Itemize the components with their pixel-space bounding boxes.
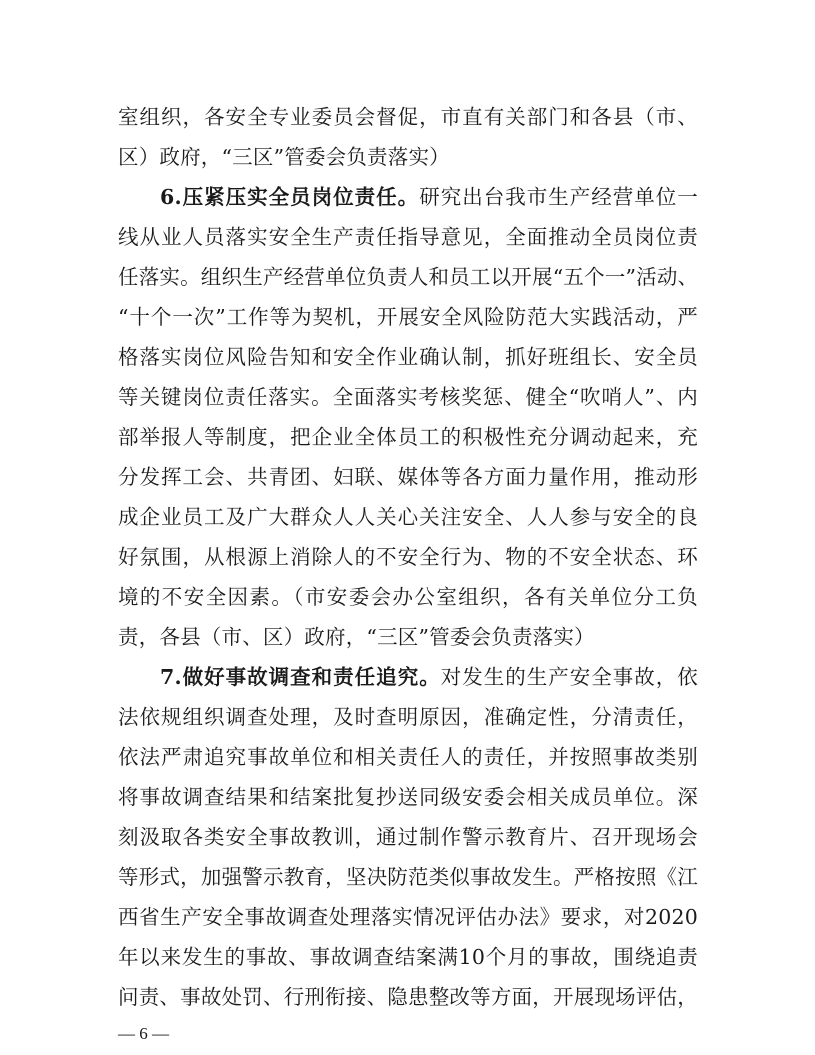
text-line-7: 格落实岗位风险告知和安全作业确认制，抓好班组长、安全员	[118, 345, 698, 369]
text-line-8: 等关键岗位责任落实。全面落实考核奖惩、健全“吹哨人”、内	[118, 385, 698, 409]
section-7-heading: 7.做好事故调查和责任追究。	[160, 665, 441, 689]
section-7-heading-line: 7.做好事故调查和责任追究。对发生的生产安全事故，依	[160, 665, 699, 689]
text-line-19: 刻汲取各类安全事故教训，通过制作警示教育片、召开现场会	[118, 825, 698, 849]
text-line-18: 将事故调查结果和结案批复抄送同级安委会相关成员单位。深	[118, 785, 698, 809]
text-line-20: 等形式，加强警示教育，坚决防范类似事故发生。严格按照《江	[118, 865, 698, 889]
text-line-4: 线从业人员落实安全生产责任指导意见，全面推动全员岗位责	[118, 225, 698, 249]
text-line-12: 好氛围，从根源上消除人的不安全行为、物的不安全状态、环	[118, 545, 698, 569]
text-line-2: 区）政府，“三区”管委会负责落实）	[118, 145, 450, 169]
text-line-10: 分发挥工会、共青团、妇联、媒体等各方面力量作用，推动形	[118, 465, 698, 489]
text-line-17: 依法严肃追究事故单位和相关责任人的责任，并按照事故类别	[118, 745, 698, 769]
text-line-5: 任落实。组织生产经营单位负责人和员工以开展“五个一”活动、	[118, 265, 699, 289]
section-6-heading: 6.压紧压实全员岗位责任。	[160, 185, 420, 209]
text-line-21: 西省生产安全事故调查处理落实情况评估办法》要求，对2020	[118, 905, 698, 929]
section-6-heading-line: 6.压紧压实全员岗位责任。研究出台我市生产经营单位一	[160, 185, 698, 209]
text-line-14: 责，各县（市、区）政府，“三区”管委会负责落实）	[118, 625, 595, 649]
text-line-23: 问责、事故处罚、行刑衔接、隐患整改等方面，开展现场评估，	[118, 985, 698, 1009]
page-number: — 6 —	[118, 1024, 169, 1043]
text-line-11: 成企业员工及广大群众人人关心关注安全、人人参与安全的良	[118, 505, 698, 529]
text-line-13: 境的不安全因素。（市安委会办公室组织，各有关单位分工负	[118, 585, 698, 609]
text-line-1: 室组织，各安全专业委员会督促，市直有关部门和各县（市、	[118, 105, 698, 129]
text-line-9: 部举报人等制度，把企业全体员工的积极性充分调动起来，充	[118, 425, 698, 449]
text-line-22: 年以来发生的事故、事故调查结案满10个月的事故，围绕追责	[118, 945, 698, 969]
text-line-16: 法依规组织调查处理，及时查明原因，准确定性，分清责任，	[118, 705, 698, 729]
text-line-6: “十个一次”工作等为契机，开展安全风险防范大实践活动，严	[118, 305, 698, 329]
